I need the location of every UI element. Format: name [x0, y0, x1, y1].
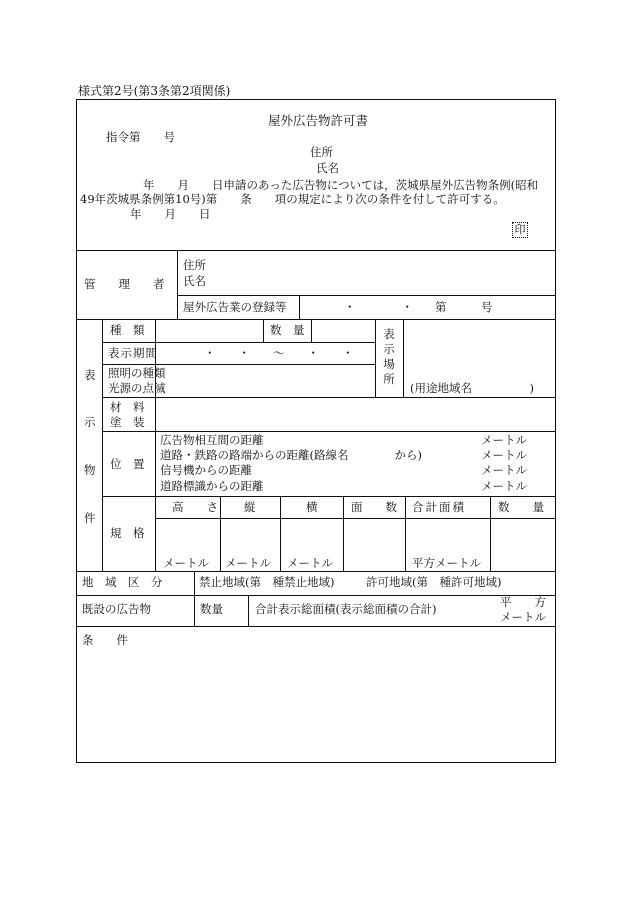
period-label: 表示期間 — [108, 346, 158, 360]
display-section-char: 表 — [84, 368, 96, 382]
divider — [102, 342, 375, 343]
location-label: 表示場所 — [383, 327, 395, 386]
manager-name-label: 氏名 — [183, 274, 206, 288]
divider — [299, 295, 300, 319]
permit-date: 年 月 日 — [130, 207, 211, 221]
divider — [177, 250, 178, 319]
divider — [102, 496, 556, 497]
material-label-line2: 塗 装 — [110, 415, 145, 429]
existing-unit-line2: メートル — [500, 610, 546, 624]
period-value: ・ ・ 〜 ・ ・ — [204, 346, 354, 360]
divider — [280, 496, 281, 571]
divider — [155, 518, 556, 519]
divider — [76, 571, 556, 572]
divider — [220, 496, 221, 571]
display-section-char: 件 — [84, 511, 96, 525]
divider — [248, 595, 249, 626]
spec-unit-total-area: 平方メートル — [412, 556, 481, 570]
divider — [76, 595, 556, 596]
distance-unit: メートル — [481, 448, 527, 462]
spec-header-horizontal: 横 — [306, 500, 318, 514]
material-label-line1: 材 料 — [110, 400, 145, 414]
permit-body-line1: 年 月 日申請のあった広告物については，茨城県屋外広告物条例(昭和 — [143, 178, 539, 192]
distance-label: 広告物相互間の距離 — [160, 433, 264, 447]
spec-unit-vertical: メートル — [225, 556, 271, 570]
addressee-name: 氏名 — [316, 161, 339, 175]
permit-title: 屋外広告物許可書 — [268, 113, 369, 128]
seal-stamp: 印 — [512, 222, 528, 238]
conditions-label: 条 件 — [82, 633, 128, 647]
spec-header-total-area: 合計面積 — [412, 500, 466, 514]
divider — [76, 250, 556, 251]
spec-unit-horizontal: メートル — [287, 556, 333, 570]
registration-label: 屋外広告業の登録等 — [183, 300, 287, 314]
divider — [343, 496, 344, 571]
distance-label: 道路標識からの距離 — [160, 479, 264, 493]
existing-total-label: 合計表示総面積(表示総面積の合計) — [255, 602, 437, 616]
permit-body-line2: 49年茨城県条例第10号)第 条 項の規定により次の条件を付して許可する。 — [80, 192, 505, 206]
divider — [102, 397, 556, 398]
divider — [194, 571, 195, 626]
existing-label: 既設の広告物 — [82, 602, 151, 616]
distance-label: 道路・鉄路の路端からの距離(路線名 から) — [160, 448, 422, 462]
spec-header-vertical: 縦 — [244, 500, 256, 514]
display-section-char: 物 — [84, 463, 96, 477]
position-label: 位 置 — [110, 457, 145, 471]
registration-dots: ・ ・ — [344, 300, 413, 314]
lighting-label-line1: 照明の種類 — [108, 366, 166, 380]
area-prohibited: 禁止地域(第 種禁止地域) — [199, 575, 335, 589]
divider — [102, 364, 375, 365]
divider — [490, 496, 491, 571]
spec-unit-height: メートル — [163, 556, 209, 570]
manager-address-label: 住所 — [183, 258, 206, 272]
area-label: 地 域 区 分 — [82, 575, 163, 589]
distance-unit: メートル — [481, 433, 527, 447]
kind-label: 種 類 — [110, 323, 145, 337]
spec-header-height: 高 さ — [172, 500, 218, 514]
zone-name: (用途地域名 ) — [410, 381, 534, 395]
divider — [102, 319, 103, 571]
form-number-label: 様式第2号(第3条第2項関係) — [78, 84, 231, 98]
divider — [263, 319, 264, 342]
quantity-label: 数 量 — [270, 323, 305, 337]
order-number: 指令第 号 — [106, 130, 175, 144]
lighting-label-line2: 光源の点滅 — [108, 381, 166, 395]
divider — [375, 319, 376, 397]
divider — [177, 295, 556, 296]
divider — [76, 626, 556, 627]
divider — [311, 319, 312, 342]
divider — [405, 496, 406, 571]
spec-header-faces: 面 数 — [351, 500, 397, 514]
distance-unit: メートル — [481, 479, 527, 493]
divider — [76, 319, 556, 320]
addressee-address: 住所 — [310, 145, 333, 159]
display-section-char: 示 — [84, 415, 96, 429]
existing-unit-line1: 平 方 — [500, 595, 546, 609]
divider — [403, 319, 404, 397]
distance-label: 信号機からの距離 — [160, 463, 252, 477]
manager-label: 管 理 者 — [84, 277, 165, 291]
area-permitted: 許可地域(第 種許可地域) — [366, 575, 502, 589]
divider — [102, 431, 556, 432]
existing-quantity-label: 数量 — [200, 602, 223, 616]
distance-unit: メートル — [481, 463, 527, 477]
spec-header-quantity: 数 量 — [498, 500, 544, 514]
registration-number: 第 号 — [435, 300, 493, 314]
spec-label: 規 格 — [110, 526, 145, 540]
